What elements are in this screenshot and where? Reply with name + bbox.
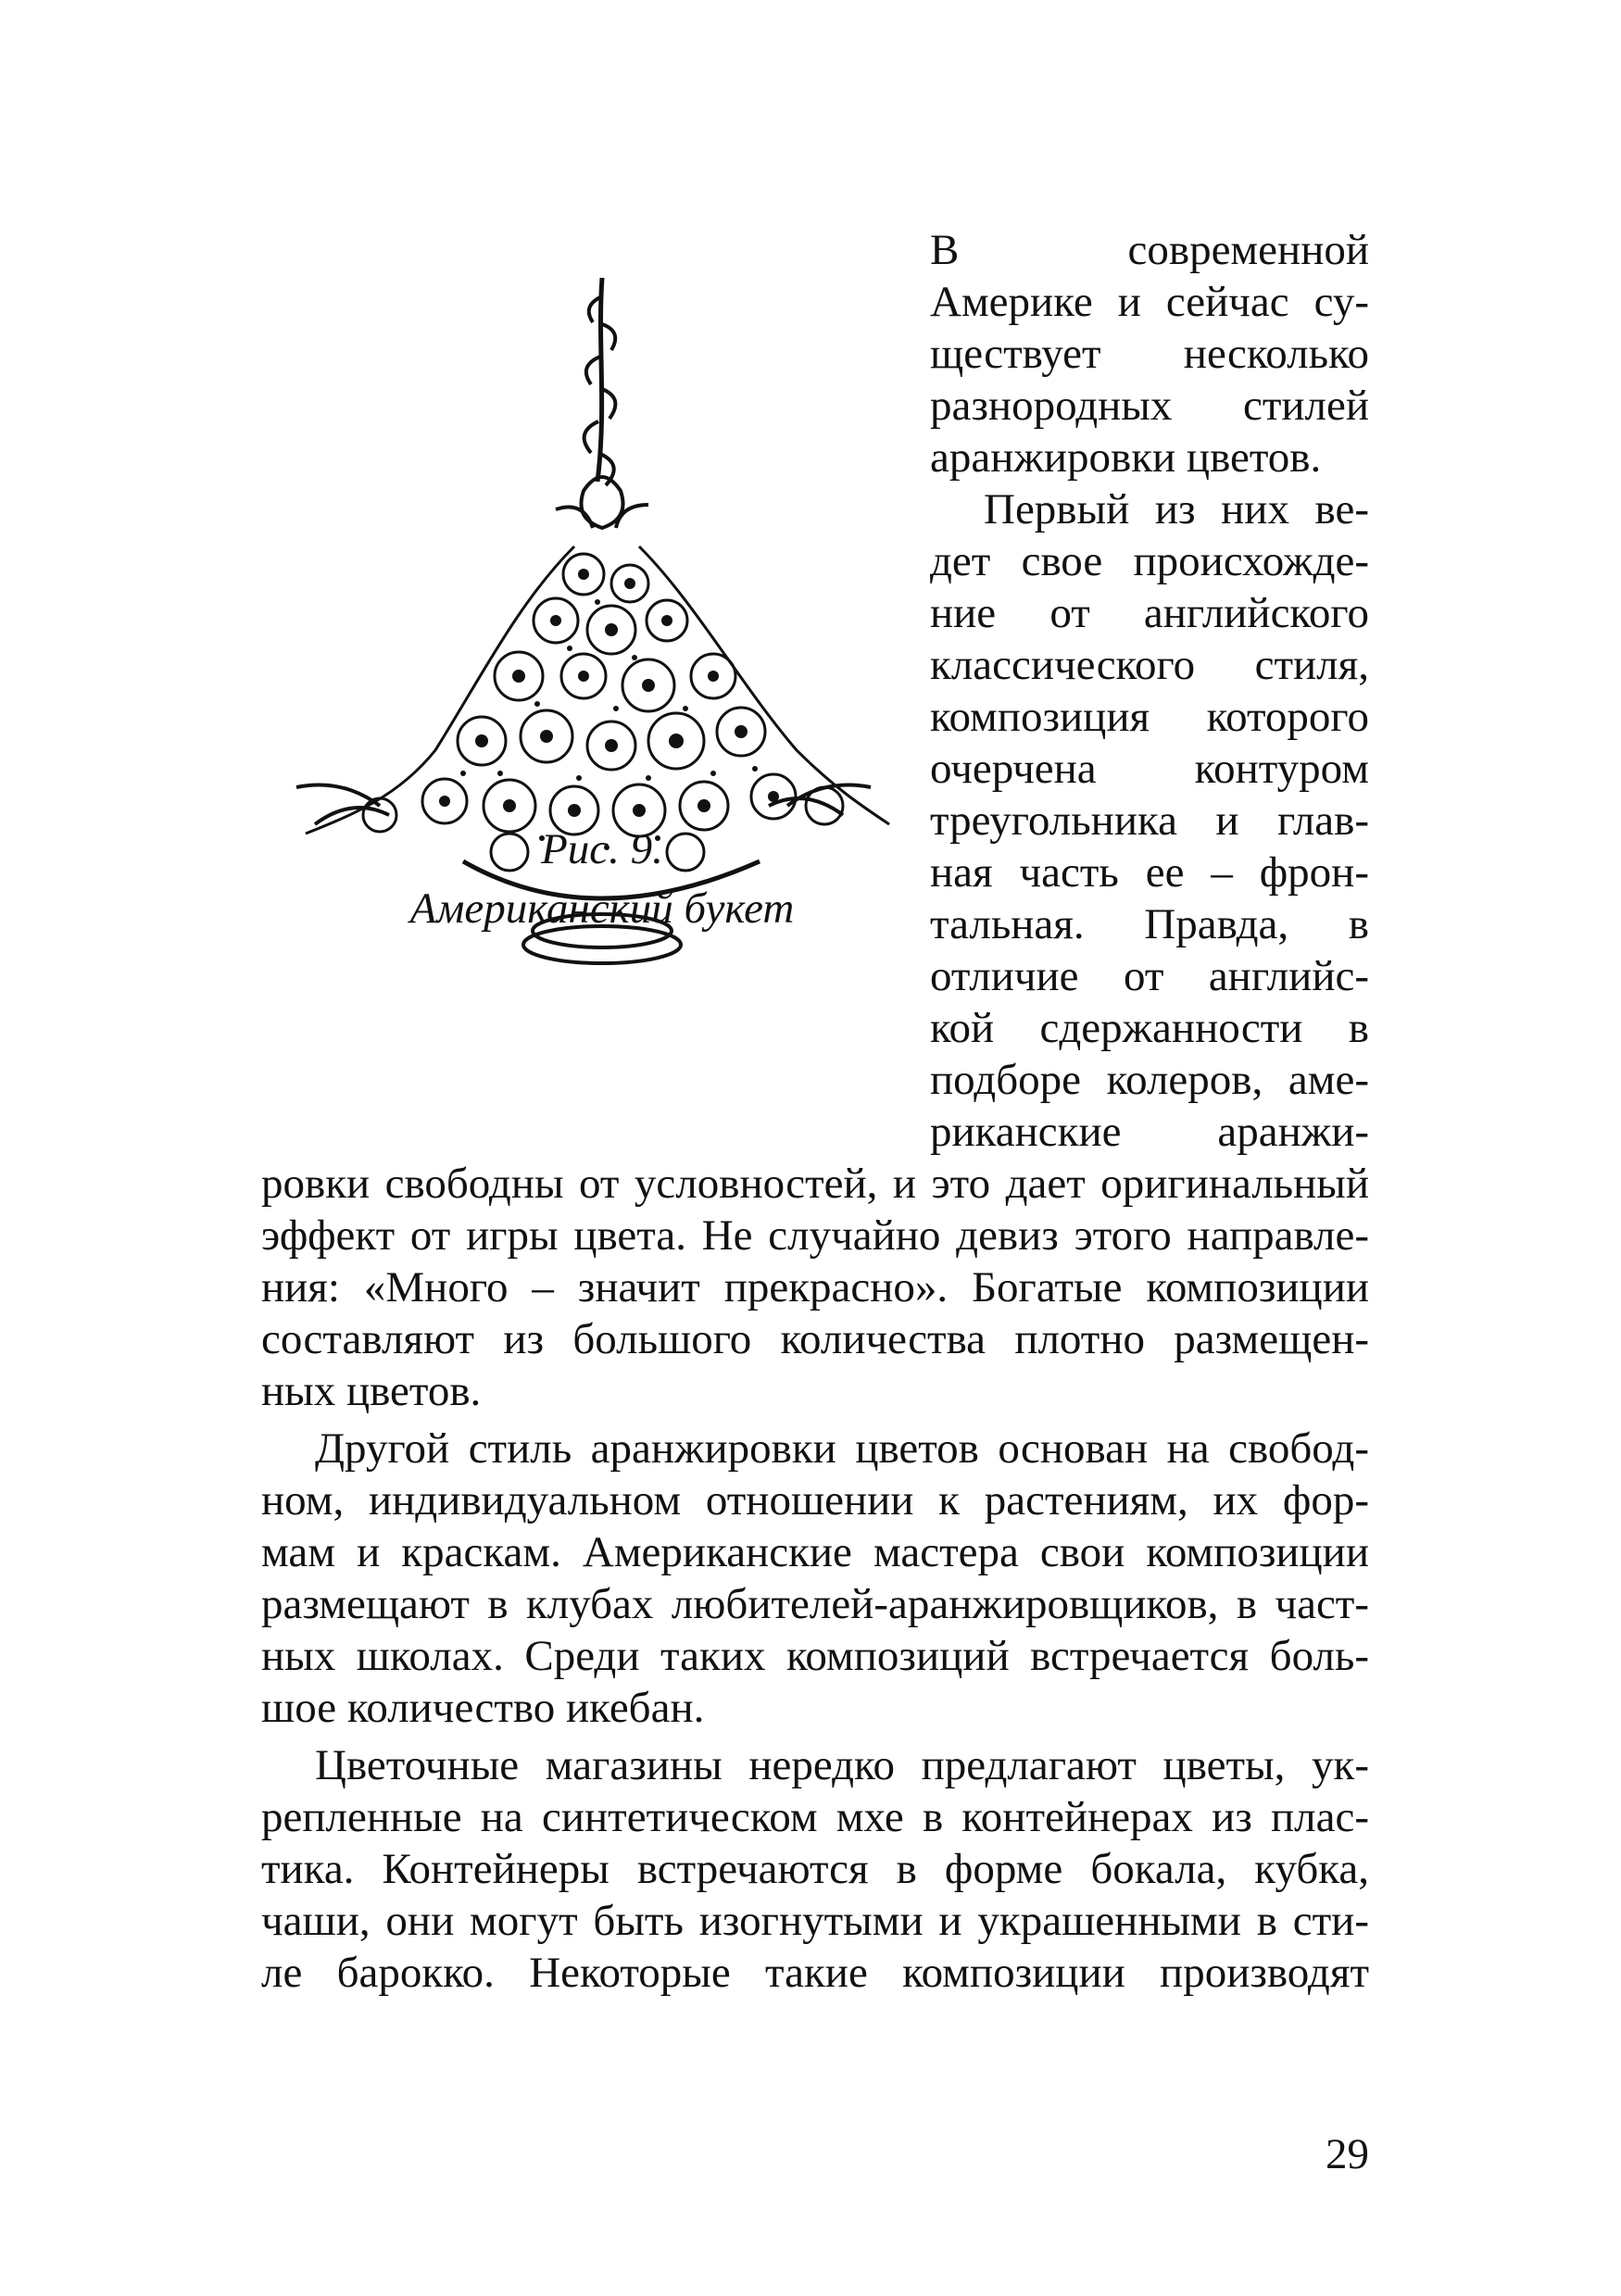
side-line: Первый из них ве-	[984, 485, 1369, 533]
body-line: размещают в клубах любителей-аранжировщиков, в част-	[261, 1580, 1369, 1628]
body-line: чаши, они могут быть изогнутыми и украшенными в сти-	[261, 1897, 1369, 1945]
page-number: 29	[1326, 2130, 1369, 2178]
side-line: аранжировки цветов.	[930, 433, 1322, 482]
body-line: Другой стиль аранжировки цветов основан на свобод-	[315, 1424, 1369, 1473]
side-line: очерчена контуром	[930, 745, 1369, 793]
body-line: репленные на синтетическом мхе в контейнерах из плас-	[261, 1793, 1369, 1841]
body-line: ных цветов.	[261, 1367, 482, 1415]
side-line: подборе колеров, аме-	[930, 1056, 1369, 1104]
body-line: шое количество икебан.	[261, 1684, 705, 1732]
side-line: разнородных стилей	[930, 382, 1369, 430]
body-line: Цветочные магазины нередко предлагают цветы, ук-	[315, 1741, 1369, 1789]
body-line: составляют из большого количества плотно размещен-	[261, 1315, 1369, 1363]
body-line: ном, индивидуальном отношении к растениям, их фор-	[261, 1476, 1369, 1524]
side-line: дет свое происхожде-	[930, 537, 1369, 585]
figure-caption-title: Американский букет	[409, 885, 795, 933]
side-line: Америке и сейчас су-	[930, 278, 1369, 326]
side-line: тальная. Правда, в	[930, 900, 1369, 948]
body-line: ных школах. Среди таких композиций встречается боль-	[261, 1632, 1369, 1680]
side-line: композиция которого	[930, 693, 1369, 741]
body-line: эффект от игры цвета. Не случайно девиз этого направле-	[261, 1211, 1369, 1260]
side-line: кой сдержанности в	[930, 1004, 1369, 1052]
side-line: отличие от английс-	[930, 952, 1369, 1000]
body-line: тика. Контейнеры встречаются в форме бокала, кубка,	[261, 1845, 1369, 1893]
side-line: ние от английского	[930, 589, 1369, 637]
figure-caption-number: Рис. 9.	[541, 825, 663, 873]
side-line: классического стиля,	[930, 641, 1369, 689]
side-line: треугольника и глав-	[930, 797, 1369, 845]
side-line: риканские аранжи-	[930, 1108, 1369, 1156]
side-line: ществует несколько	[930, 330, 1369, 378]
body-line: ле барокко. Некоторые такие композиции производят	[261, 1949, 1369, 1997]
body-line: мам и краскам. Американские мастера свои композиции	[261, 1528, 1369, 1576]
side-line: ная часть ее – фрон-	[930, 848, 1369, 897]
side-line: В современной	[930, 226, 1369, 274]
body-line: ровки свободны от условностей, и это дает оригинальный	[261, 1160, 1369, 1208]
body-line: ния: «Много – значит прекрасно». Богатые композиции	[261, 1263, 1369, 1311]
